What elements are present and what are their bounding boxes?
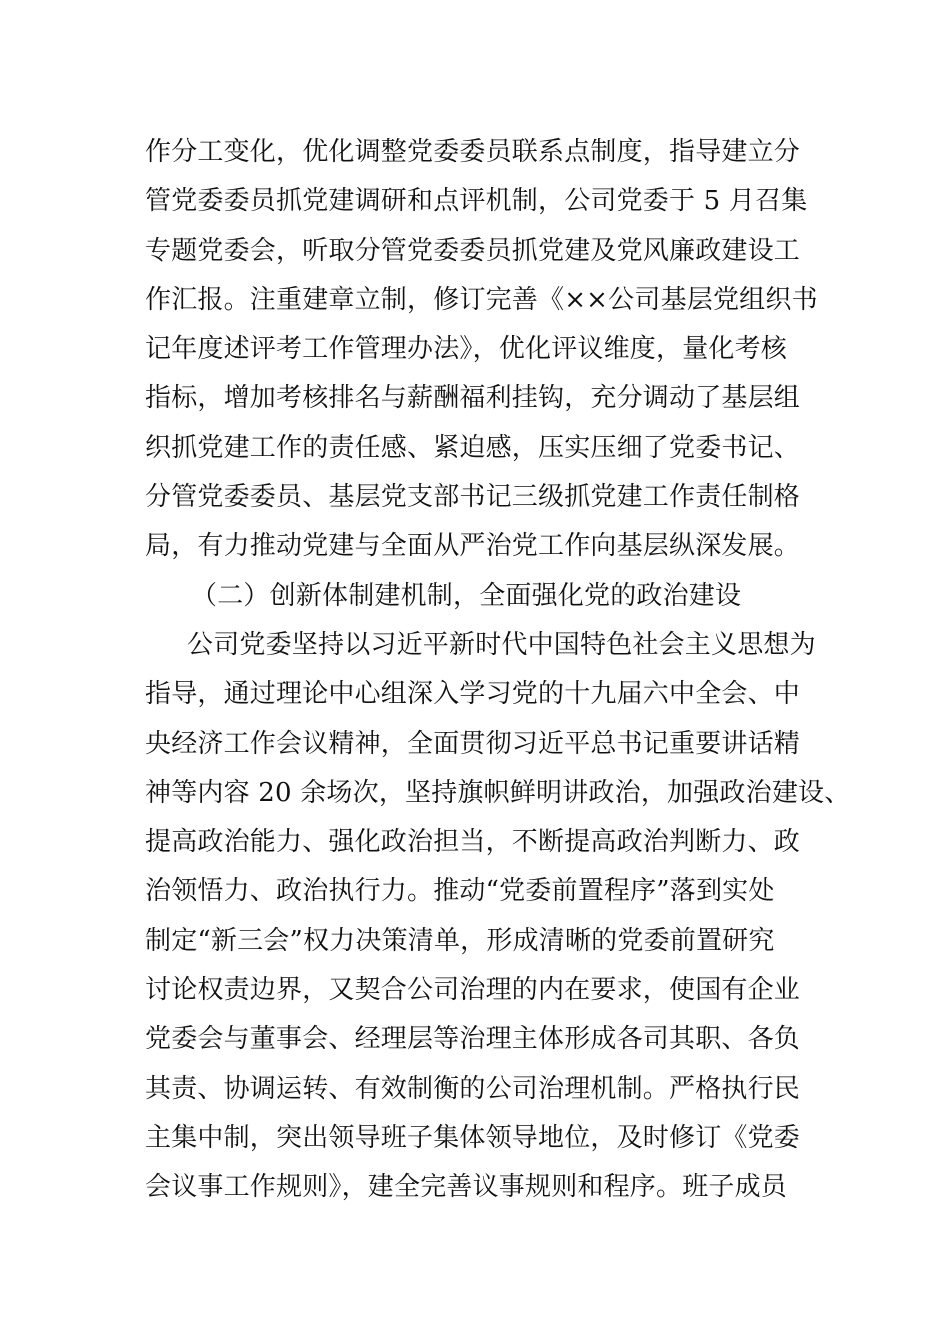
- text-line: 讨论权责边界，又契合公司治理的内在要求，使国有企业: [145, 975, 801, 1006]
- text-line: 记年度述评考工作管理办法》，优化评议维度，量化考核: [145, 334, 788, 365]
- text-line: 主集中制，突出领导班子集体领导地位，及时修订《党委: [145, 1122, 801, 1153]
- text-line: 提高政治能力、强化政治担当，不断提高政治判断力、政: [145, 827, 801, 858]
- text-line: 神等内容 20 余场次，坚持旗帜鲜明讲政治，加强政治建设、: [145, 777, 851, 808]
- text-line: 制定“新三会”权力决策清单，形成清晰的党委前置研究: [145, 925, 775, 956]
- text-line: 管党委委员抓党建调研和点评机制，公司党委于 5 月召集: [145, 186, 808, 217]
- text-line: 其责、协调运转、有效制衡的公司治理机制。严格执行民: [145, 1073, 801, 1104]
- text-line: 织抓党建工作的责任感、紧迫感，压实压细了党委书记、: [145, 432, 801, 463]
- text-line: 央经济工作会议精神，全面贯彻习近平总书记重要讲话精: [145, 728, 801, 759]
- text-line: 作汇报。注重建章立制，修订完善《××公司基层党组织书: [145, 284, 818, 315]
- text-line: 指导，通过理论中心组深入学习党的十九届六中全会、中: [145, 679, 801, 710]
- text-line: 作分工变化，优化调整党委委员联系点制度，指导建立分: [145, 137, 801, 167]
- text-line: 治领悟力、政治执行力。推动“党委前置程序”落到实处: [145, 876, 775, 907]
- text-line: 分管党委委员、基层党支部书记三级抓党建工作责任制格: [145, 482, 801, 513]
- text-line: 党委会与董事会、经理层等治理主体形成各司其职、各负: [145, 1024, 801, 1055]
- section-heading: （二）创新体制建机制，全面强化党的政治建设: [191, 580, 742, 611]
- text-line: 专题党委会，听取分管党委委员抓党建及党风廉政建设工: [145, 235, 801, 266]
- text-line: 指标，增加考核排名与薪酬福利挂钩，充分调动了基层组: [145, 383, 801, 414]
- text-line: 会议事工作规则》，建全完善议事规则和程序。班子成员: [145, 1172, 788, 1203]
- document-body: [145, 128, 851, 1213]
- text-line: 局，有力推动党建与全面从严治党工作向基层纵深发展。: [145, 531, 801, 562]
- paragraph-first-line: 公司党委坚持以习近平新时代中国特色社会主义思想为: [187, 629, 816, 660]
